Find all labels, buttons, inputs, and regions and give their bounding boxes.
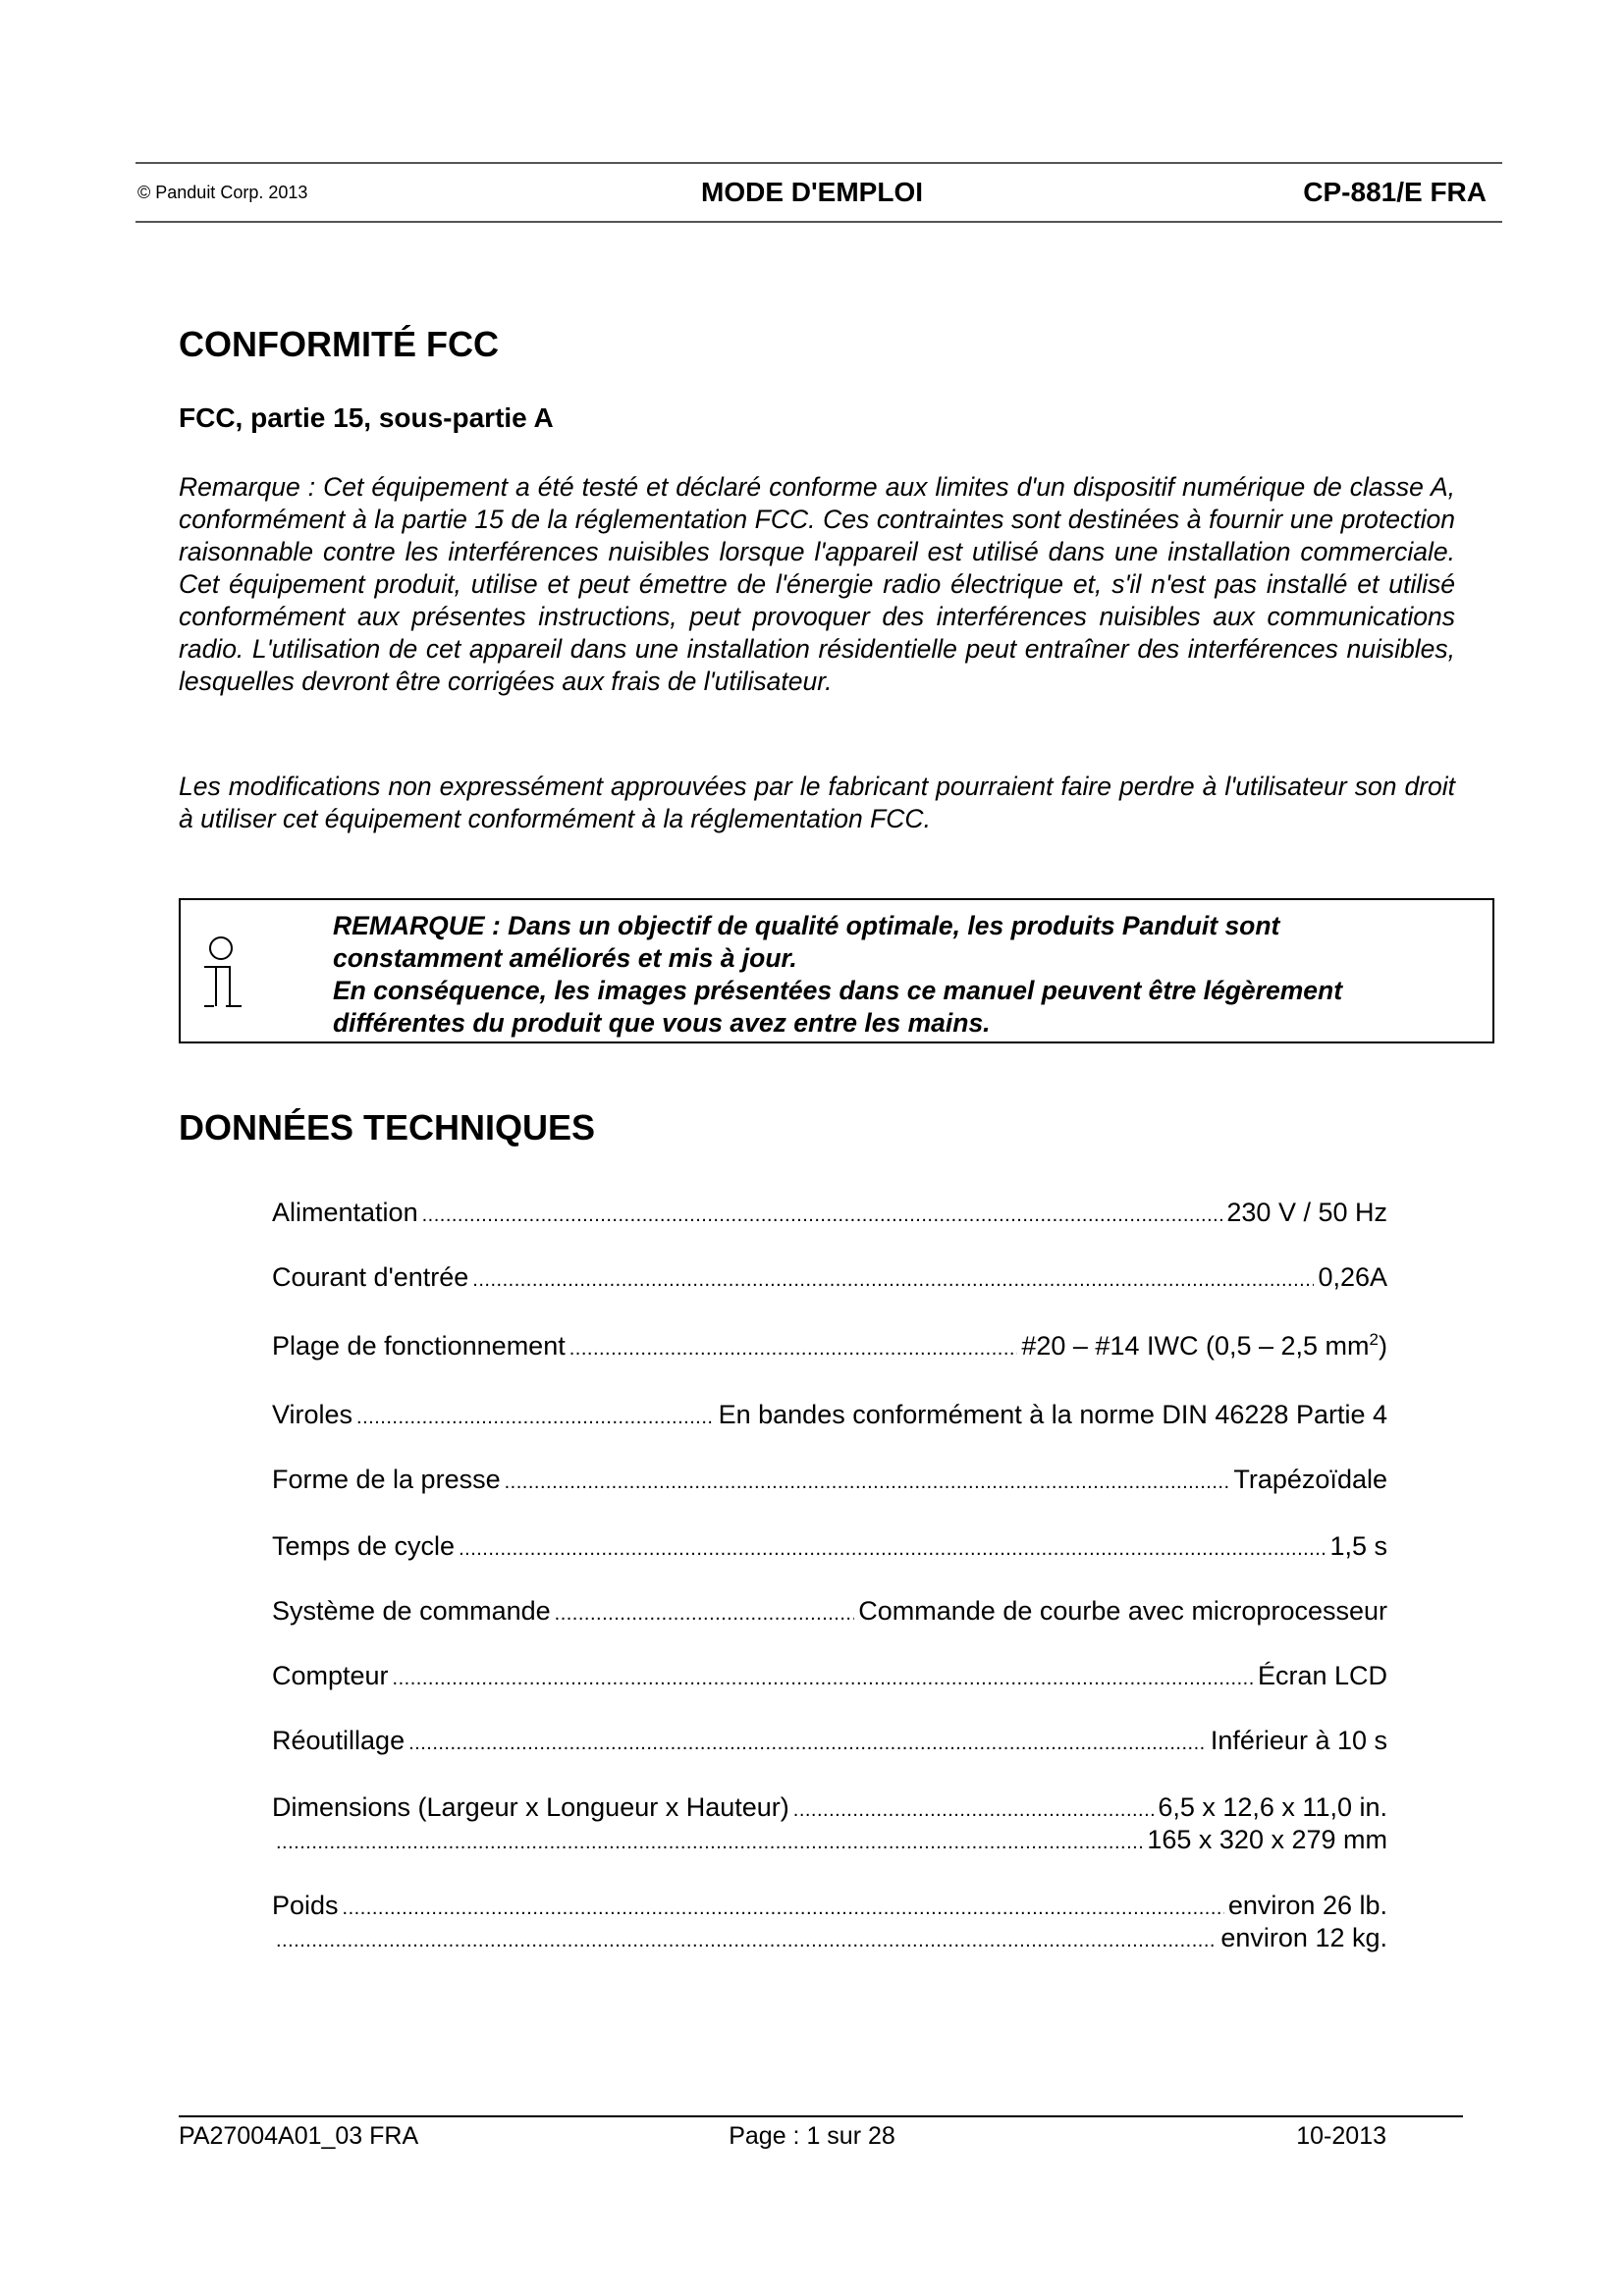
spec-value: 0,26A xyxy=(1318,1262,1387,1292)
fcc-paragraph-1: Remarque : Cet équipement a été testé et déclaré conforme aux limites d'un dispositif numérique de classe A, conformément à la partie 15 de la réglementation FCC. Ces contraintes sont destinées à fournir une protection raisonnable contre les interférences nuisibles lorsque l'appareil est utilisé dans une installation commerciale. Cet équipement produit, utilise et peut émettre de l'énergie radio électrique et, s'il n'est pas installé et utilisé conformément aux présentes instructions, peut provoquer des interférences nuisibles aux communications radio. L'utilisation de cet appareil dans une installation résidentielle peut entraîner des interférences nuisibles, lesquelles devront être corrigées aux frais de l'utilisateur. xyxy=(179,472,1455,696)
spec-value: Écran LCD xyxy=(1257,1661,1387,1690)
note-line: constamment améliorés et mis à jour. xyxy=(333,943,797,973)
spec-value: environ 26 lb. xyxy=(1227,1891,1387,1920)
spec-value: 1,5 s xyxy=(1329,1531,1387,1561)
spec-label: Réoutillage xyxy=(272,1726,406,1755)
header-doc-id: CP-881/E FRA xyxy=(1303,177,1487,207)
spec-value: Inférieur à 10 s xyxy=(1210,1726,1387,1755)
spec-value: 230 V / 50 Hz xyxy=(1226,1198,1387,1227)
spec-row-forme xyxy=(272,1465,1387,1495)
spec-row-temps xyxy=(272,1531,1387,1562)
spec-row-dimensions-metric xyxy=(272,1825,1387,1855)
specs-heading: DONNÉES TECHNIQUES xyxy=(179,1107,596,1148)
spec-label: Alimentation xyxy=(272,1198,418,1227)
spec-row-viroles xyxy=(272,1400,1387,1430)
spec-label: Compteur xyxy=(272,1661,389,1690)
note-line: différentes du produit que vous avez entre les mains. xyxy=(333,1008,991,1038)
spec-label: Poids xyxy=(272,1891,339,1920)
footer-page: Page : 1 sur 28 xyxy=(729,2122,895,2150)
spec-row-systeme xyxy=(272,1596,1387,1627)
spec-label: Viroles xyxy=(272,1400,353,1429)
spec-row-poids-metric xyxy=(272,1923,1387,1953)
spec-value: En bandes conformément à la norme DIN 46228 Partie 4 xyxy=(718,1400,1387,1429)
header-copyright: © Panduit Corp. 2013 xyxy=(137,183,308,202)
spec-label: Forme de la presse xyxy=(272,1465,501,1494)
note-line: REMARQUE : Dans un objectif de qualité optimale, les produits Panduit sont xyxy=(333,911,1280,940)
footer-rule xyxy=(179,2115,1463,2117)
spec-value: Commande de courbe avec microprocesseur xyxy=(858,1596,1387,1626)
header-title: MODE D'EMPLOI xyxy=(701,177,923,207)
spec-value: #20 – #14 IWC (0,5 – 2,5 $mm^2$) xyxy=(1021,1330,1387,1361)
spec-row-alimentation xyxy=(272,1198,1387,1228)
fcc-paragraph-2: Les modifications non expressément approuvées par le fabricant pourraient faire perdre à l'utilisateur son droit à utiliser cet équipement conformément à la réglementation FCC. xyxy=(179,772,1455,833)
spec-row-plage xyxy=(272,1331,1387,1362)
spec-value: 6,5 x 12,6 x 11,0 in. xyxy=(1158,1792,1387,1822)
info-person-icon xyxy=(200,935,245,1014)
note-line: En conséquence, les images présentées dans ce manuel peuvent être légèrement xyxy=(333,976,1343,1005)
spec-value: 165 x 320 x 279 mm xyxy=(1147,1825,1387,1854)
spec-value: Trapézoïdale xyxy=(1233,1465,1387,1494)
header-bottom-rule xyxy=(135,221,1502,223)
fcc-heading: CONFORMITÉ FCC xyxy=(179,324,499,364)
spec-label: Dimensions (Largeur x Longueur x Hauteur) xyxy=(272,1792,789,1822)
spec-value: environ 12 kg. xyxy=(1220,1923,1387,1952)
spec-row-reoutillage xyxy=(272,1726,1387,1756)
spec-row-poids xyxy=(272,1891,1387,1921)
note-box xyxy=(179,898,1494,1043)
spec-row-dimensions xyxy=(272,1792,1387,1823)
note-text xyxy=(333,910,1482,1040)
spec-row-courant xyxy=(272,1262,1387,1293)
spec-label: Temps de cycle xyxy=(272,1531,456,1561)
header-top-rule xyxy=(135,162,1502,164)
spec-label: Système de commande xyxy=(272,1596,551,1626)
footer-date: 10-2013 xyxy=(1296,2122,1386,2150)
footer-ref: PA27004A01_03 FRA xyxy=(179,2122,419,2150)
spec-label: Courant d'entrée xyxy=(272,1262,469,1292)
fcc-subheading: FCC, partie 15, sous-partie A xyxy=(179,402,554,433)
spec-row-compteur xyxy=(272,1661,1387,1691)
spec-label: Plage de fonctionnement xyxy=(272,1331,566,1361)
